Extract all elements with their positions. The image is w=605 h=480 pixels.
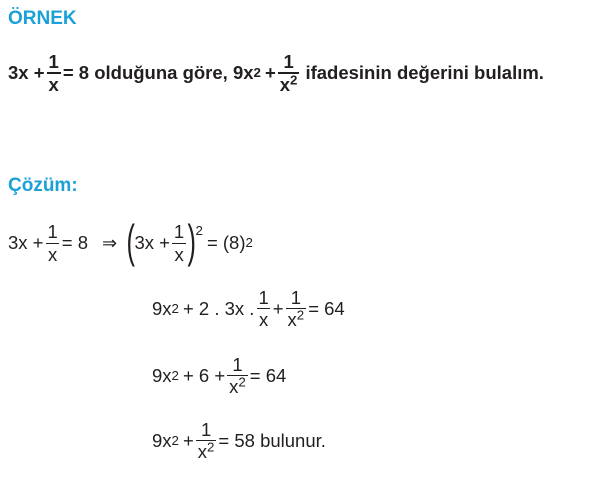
fraction-denominator [196,440,217,461]
solution-line-4: 9x 2 + $\frac{1}{x^2}$ = 58 bulunur. [152,419,326,463]
solution-line-1: 3x + $\frac{1}{x}$ = 8 ⇒ ( 3x + $\frac{1}{x}$ ) $^2$ = (8) 2 [8,215,253,267]
fraction [196,420,217,462]
question-middle: = 8 olduğuna göre, 9x [62,62,254,84]
fraction-numerator: 1 [48,51,59,72]
question-fraction-1 [47,52,61,95]
denominator-base: x [229,376,239,398]
denominator-base: x [279,74,291,96]
fraction-numerator: 1 [290,287,302,308]
example-heading: ÖRNEK [8,8,77,29]
fraction-denominator: x [174,243,184,265]
fraction-denominator [286,308,307,329]
expr-term: 9x [152,429,172,451]
fraction-numerator: 1 [47,221,58,243]
denominator-base: x [197,441,208,463]
fraction-denominator [278,72,300,94]
expr-term: + 2 . 3x . [182,297,255,319]
expr-rhs: = (8) [206,232,246,253]
denominator-base: x [287,309,297,331]
question-lhs: 3x + [8,62,45,84]
exponent: 2 [296,307,305,323]
expr-term: 9x [152,297,172,319]
expr-equals: = 8 [61,232,89,253]
fraction [172,222,186,264]
fraction-denominator [227,375,248,396]
plus-sign: + [272,297,284,319]
example-question: 3x + $\frac{1}{x}$ = 8 olduğuna göre, 9x 2 + $\frac{1}{x^2}$ ifadesinin değerini bulalım. [8,51,544,96]
fraction-numerator: 1 [200,419,212,440]
fraction-denominator: x [258,309,269,331]
solution-line-3: 9x 2 + 6 + $\frac{1}{x^2}$ = 64 [152,354,287,398]
left-paren: ( [126,215,135,267]
fraction [286,288,307,330]
expr-lhs: 3x + [8,232,44,253]
expr-rhs: = 64 [308,297,345,319]
solution-line-2: 9x 2 + 2 . 3x . $\frac{1}{x}$ + $\frac{1}{x^2}$ = 64 [152,287,345,331]
fraction-denominator: x [48,74,59,96]
exponent: 2 [207,439,215,455]
implies-arrow-icon: ⇒ [102,232,118,253]
fraction-numerator: 1 [258,287,269,308]
fraction [256,288,270,330]
plus-sign: + [264,62,276,84]
expr-rhs: = 64 [249,364,287,386]
right-paren: ) [187,215,197,267]
fraction-denominator: x [48,243,58,265]
exponent: 2 [238,374,246,390]
exponent: 2 [290,72,298,88]
expr-term: 9x [152,364,172,386]
solution-heading: Çözüm: [8,175,78,196]
expr-inner: 3x + [134,232,170,253]
expr-result: = 58 bulunur. [218,429,326,451]
expr-term: + 6 + [182,364,226,386]
fraction [227,355,248,397]
question-tail: ifadesinin değerini bulalım. [305,62,544,84]
fraction [45,222,59,264]
fraction-numerator: 1 [173,221,185,243]
plus-sign: + [182,429,194,451]
question-fraction-2 [278,52,300,95]
fraction-numerator: 1 [283,51,294,72]
fraction-numerator: 1 [232,354,243,375]
